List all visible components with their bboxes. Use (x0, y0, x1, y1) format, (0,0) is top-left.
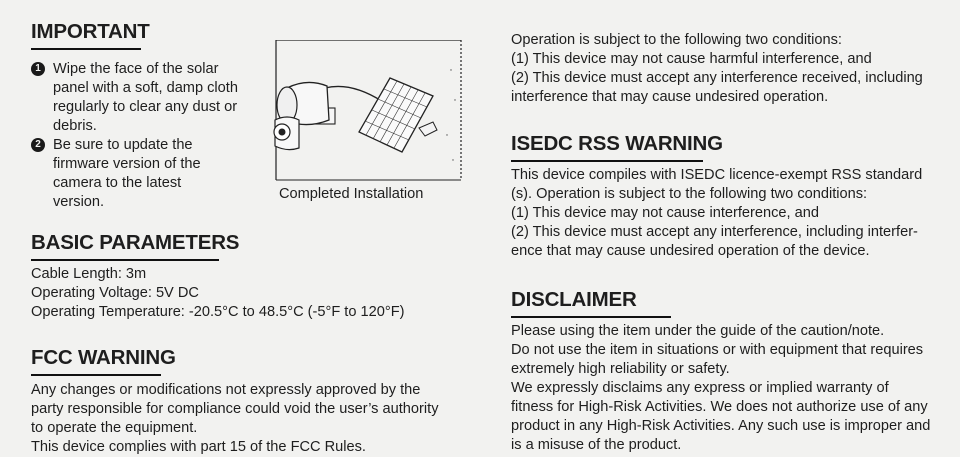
text-line: ence that may cause undesired operation of the device. (511, 243, 870, 259)
basic-parameters-heading-rule (31, 259, 219, 261)
disclaimer-heading-text: DISCLAIMER (511, 288, 637, 311)
basic-parameters-heading (31, 231, 239, 258)
important-step-2 (31, 136, 223, 212)
text-line: This device compiles with ISEDC licence-exempt RSS standard (511, 167, 923, 183)
isedc-rss-warning-heading (511, 132, 723, 159)
disclaimer-text (511, 322, 930, 455)
disclaimer-heading-rule (511, 316, 671, 318)
text-line: Operating Voltage: 5V DC (31, 285, 199, 301)
basic-parameters-heading-text: BASIC PARAMETERS (31, 231, 240, 254)
camera-illustration (274, 82, 335, 149)
text-line: (2) This device must accept any interference received, including (511, 70, 923, 86)
fcc-warning-heading-text: FCC WARNING (31, 346, 176, 369)
fcc-warning-heading (31, 346, 176, 373)
important-heading-rule (31, 48, 141, 50)
disclaimer-heading (511, 288, 637, 315)
text-line: extremely high reliability or safety. (511, 361, 730, 377)
text-line: (s). Operation is subject to the following two conditions: (511, 186, 868, 202)
operation-conditions-text (511, 31, 923, 107)
completed-installation-illustration (247, 40, 491, 208)
text-line: Operation is subject to the following two conditions: (511, 32, 842, 48)
step-text: Be sure to update the firmware version of the camera to the latest version. (53, 137, 201, 210)
solar-panel-illustration (359, 78, 437, 152)
text-line: to operate the equipment. (31, 420, 198, 436)
text-line: Please using the item under the guide of the caution/note. (511, 323, 885, 339)
isedc-rss-warning-heading-text: ISEDC RSS WARNING (511, 132, 723, 155)
fcc-warning-text (31, 381, 439, 457)
text-line: (1) This device may not cause interference, and (511, 205, 819, 221)
text-line: (1) This device may not cause harmful interference, and (511, 51, 872, 67)
important-heading (31, 20, 150, 47)
text-line: Any changes or modifications not expressly approved by the (31, 382, 421, 398)
step-number-badge: 1 (31, 62, 45, 76)
text-line: We expressly disclaims any express or implied warranty of (511, 380, 889, 396)
important-steps (31, 60, 236, 212)
text-line: fitness for High-Risk Activities. We does not authorize use of any (511, 399, 928, 415)
text-line: Cable Length: 3m (31, 266, 147, 282)
figure-caption: Completed Installation (279, 186, 424, 202)
step-text: Wipe the face of the solar panel with a soft, damp cloth regularly to clear any dust or debris. (53, 61, 238, 134)
text-line: (2) This device must accept any interference, including interfer- (511, 224, 918, 240)
fcc-warning-heading-rule (31, 374, 161, 376)
basic-parameters-text (31, 265, 405, 322)
important-step-1 (31, 60, 238, 136)
text-line: party responsible for compliance could void the user’s authority (31, 401, 439, 417)
text-line: interference that may cause undesired operation. (511, 89, 829, 105)
important-heading-text: IMPORTANT (31, 20, 150, 43)
step-number-badge: 2 (31, 138, 45, 152)
text-line: is a misuse of the product. (511, 437, 682, 453)
text-line: Operating Temperature: -20.5°C to 48.5°C (-5°F to 120°F) (31, 304, 405, 320)
isedc-rss-warning-text (511, 166, 922, 261)
text-line: This device complies with part 15 of the FCC Rules. (31, 439, 366, 455)
text-line: product in any High-Risk Activities. Any such use is improper and (511, 418, 931, 434)
isedc-rss-warning-heading-rule (511, 160, 703, 162)
text-line: Do not use the item in situations or with equipment that requires (511, 342, 924, 358)
